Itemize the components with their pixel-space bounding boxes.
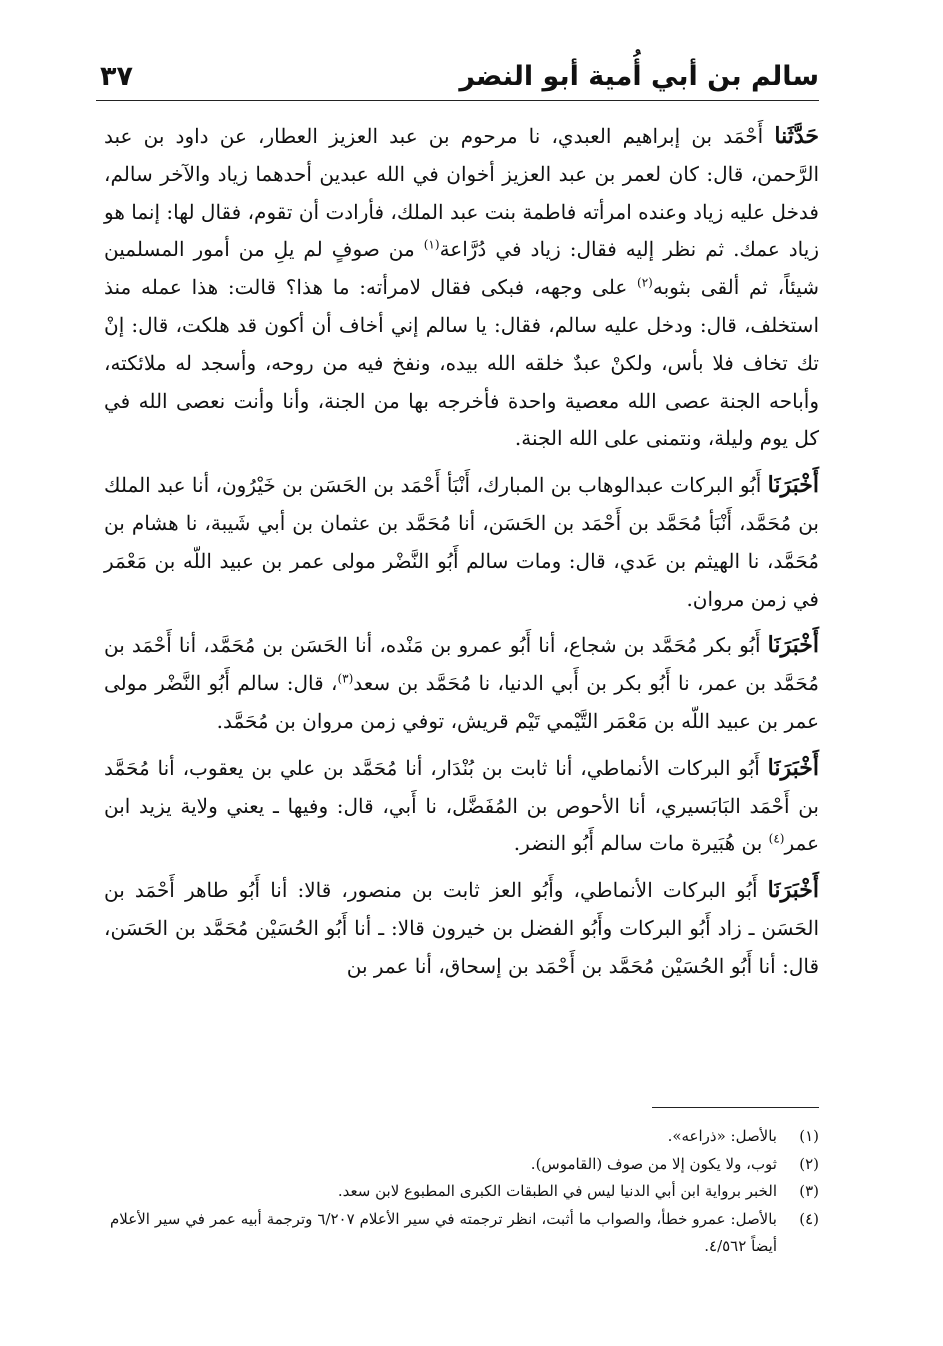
paragraph-text: أَبُو البركات الأنماطي، أنا ثابت بن بُنْدَار، أنا مُحَمَّد بن علي بن يعقوب، أنا مُحَمَّد بن أَحْمَد البَابَسيري، أنا الأحوص بن المُفَضَّل، نا أَبي، قال: وفيها ـ يعني ولاية يزيد ابن عمر: [104, 755, 819, 856]
paragraph-text: على وجهه، فبكى فقال لامرأته: ما هذا؟ قالت: هذا عمله منذ استخلف، قال: ودخل عليه سالم، فقال: يا سالم إني أخاف أن أكون قد هلكت، قال: إنْ تك تخاف فلا بأس، ولكنْ عبدٌ خلقه الله بيده، ونفخ فيه من روحه، وأسجد له ملائكته، وأباحه الجنة عصى الله معصية واحدة فأخرجه بها من الجنة، وأنا وأنت نعصى الله في كل يوم وليلة، ونتمنى على الله الجنة.: [104, 275, 819, 451]
running-title: سالم بن أبي أُمية أبو النضر: [459, 61, 819, 92]
footnote-text: ثوب، ولا يكون إلا من صوف (القاموس).: [530, 1154, 777, 1173]
paragraph: [104, 750, 819, 863]
paragraph: [104, 467, 819, 618]
body-text: [104, 118, 819, 995]
paragraph-text: بن هُبَيرة مات سالم أَبُو النضر.: [513, 831, 769, 856]
paragraph: [104, 627, 819, 740]
paragraph-text: أَبُو البركات الأنماطي، وأَبُو العز ثابت بن منصور، قالا: أنا أَبُو طاهر أَحْمَد بن الحَسَن ـ زاد أَبُو البركات وأَبُو الفضل بن خيرون قالا: ـ أنا أَبُو الحُسَيْن مُحَمَّد بن الحَسَن، قال: أنا أَبُو الحُسَيْن مُحَمَّد بن أَحْمَد بن إسحاق، أنا عمر بن: [104, 878, 819, 978]
paragraph-text: من صوفٍ لم يلِ من أمور المسلمين شيئاً، ثم ألقى بثوبه: [104, 237, 819, 300]
paragraph-text: ، قال: سالم أَبُو النَّضْر مولى عمر بن عبيد اللّه بن مَعْمَر التَّيْمي تَيْم قريش، توفي زمن مروان بن مُحَمَّد.: [104, 671, 819, 733]
paragraph-lead-word: أَخْبَرَنَا: [767, 877, 819, 904]
footnote: [110, 1206, 819, 1261]
footnote: [110, 1178, 819, 1206]
footnote-text: بالأصل: عمرو خطأ، والصواب ما أثبت، انظر ترجمته في سير الأعلام ٦/٢٠٧ وترجمة أبيه عمر في سير الأعلام أيضاً ٤/٥٦٢.: [110, 1209, 777, 1255]
page-header: [96, 58, 819, 100]
footnote-number: (٣): [799, 1182, 819, 1200]
header-rule: [96, 100, 819, 101]
paragraph-text: أَبُو بكر مُحَمَّد بن شجاع، أنا أَبُو عمرو بن مَنْده، أنا الحَسَن بن مُحَمَّد، أنا أَحْمَد بن مُحَمَّد بن عمر، نا أَبُو بكر بن أَبي الدنيا، نا مُحَمَّد بن سعد: [104, 633, 819, 696]
footnote-reference: (١): [423, 237, 440, 252]
footnote-number: (٤): [799, 1209, 819, 1228]
paragraph: [104, 872, 819, 985]
paragraph-text: أَحْمَد بن إبراهيم العبدي، نا مرحوم بن عبد العزيز العطار، عن داود بن عبد الرَّحمن، قال: كان لعمر بن عبد العزيز أخوان في الله عبدين أحدهما زياد والآخر سالم، فدخل عليه زياد وعنده امرأته فاطمة بنت عبد الملك، فأرادت أن تقوم، فقال لها: إنما هو زياد عمك. ثم نظر إليه فقال: زياد في دُرَّاعة: [104, 124, 819, 262]
footnote: [110, 1123, 819, 1151]
paragraph-lead-word: أَخْبَرَنَا: [767, 472, 819, 499]
footnote: [110, 1151, 819, 1179]
footnotes: [110, 1123, 819, 1261]
paragraph-text: أَبُو البركات عبدالوهاب بن المبارك، أَنْبَأ أَحْمَد بن الحَسَن بن خَيْرُون، أنا عبد الملك بن مُحَمَّد، أَنْبَأ مُحَمَّد بن أَحْمَد بن الحَسَن، أنا مُحَمَّد بن عثمان بن أبي شَيبة، نا هشام بن مُحَمَّد، نا الهيثم بن عَدي، قال: ومات سالم أَبُو النَّضْر مولى عمر بن عبيد اللّه بن مَعْمَر في زمن مروان.: [104, 473, 819, 611]
footnote-reference: (٤): [768, 831, 785, 846]
page-number: ٣٧: [100, 61, 133, 92]
paragraph-lead-word: حَدَّثَنا: [774, 123, 819, 149]
footnote-text: الخبر برواية ابن أبي الدنيا ليس في الطبقات الكبرى المطبوع لابن سعد.: [337, 1182, 777, 1200]
paragraph-lead-word: أَخْبَرَنَا: [767, 632, 819, 659]
footnote-number: (٢): [799, 1154, 819, 1173]
footnote-reference: (٣): [337, 671, 354, 686]
footnote-reference: (٢): [637, 275, 653, 290]
footnote-rule: [652, 1107, 819, 1108]
footnote-text: بالأصل: «ذراعه».: [667, 1127, 777, 1145]
paragraph: [104, 118, 819, 458]
paragraph-lead-word: أَخْبَرَنَا: [767, 754, 819, 781]
footnote-number: (١): [799, 1127, 819, 1145]
